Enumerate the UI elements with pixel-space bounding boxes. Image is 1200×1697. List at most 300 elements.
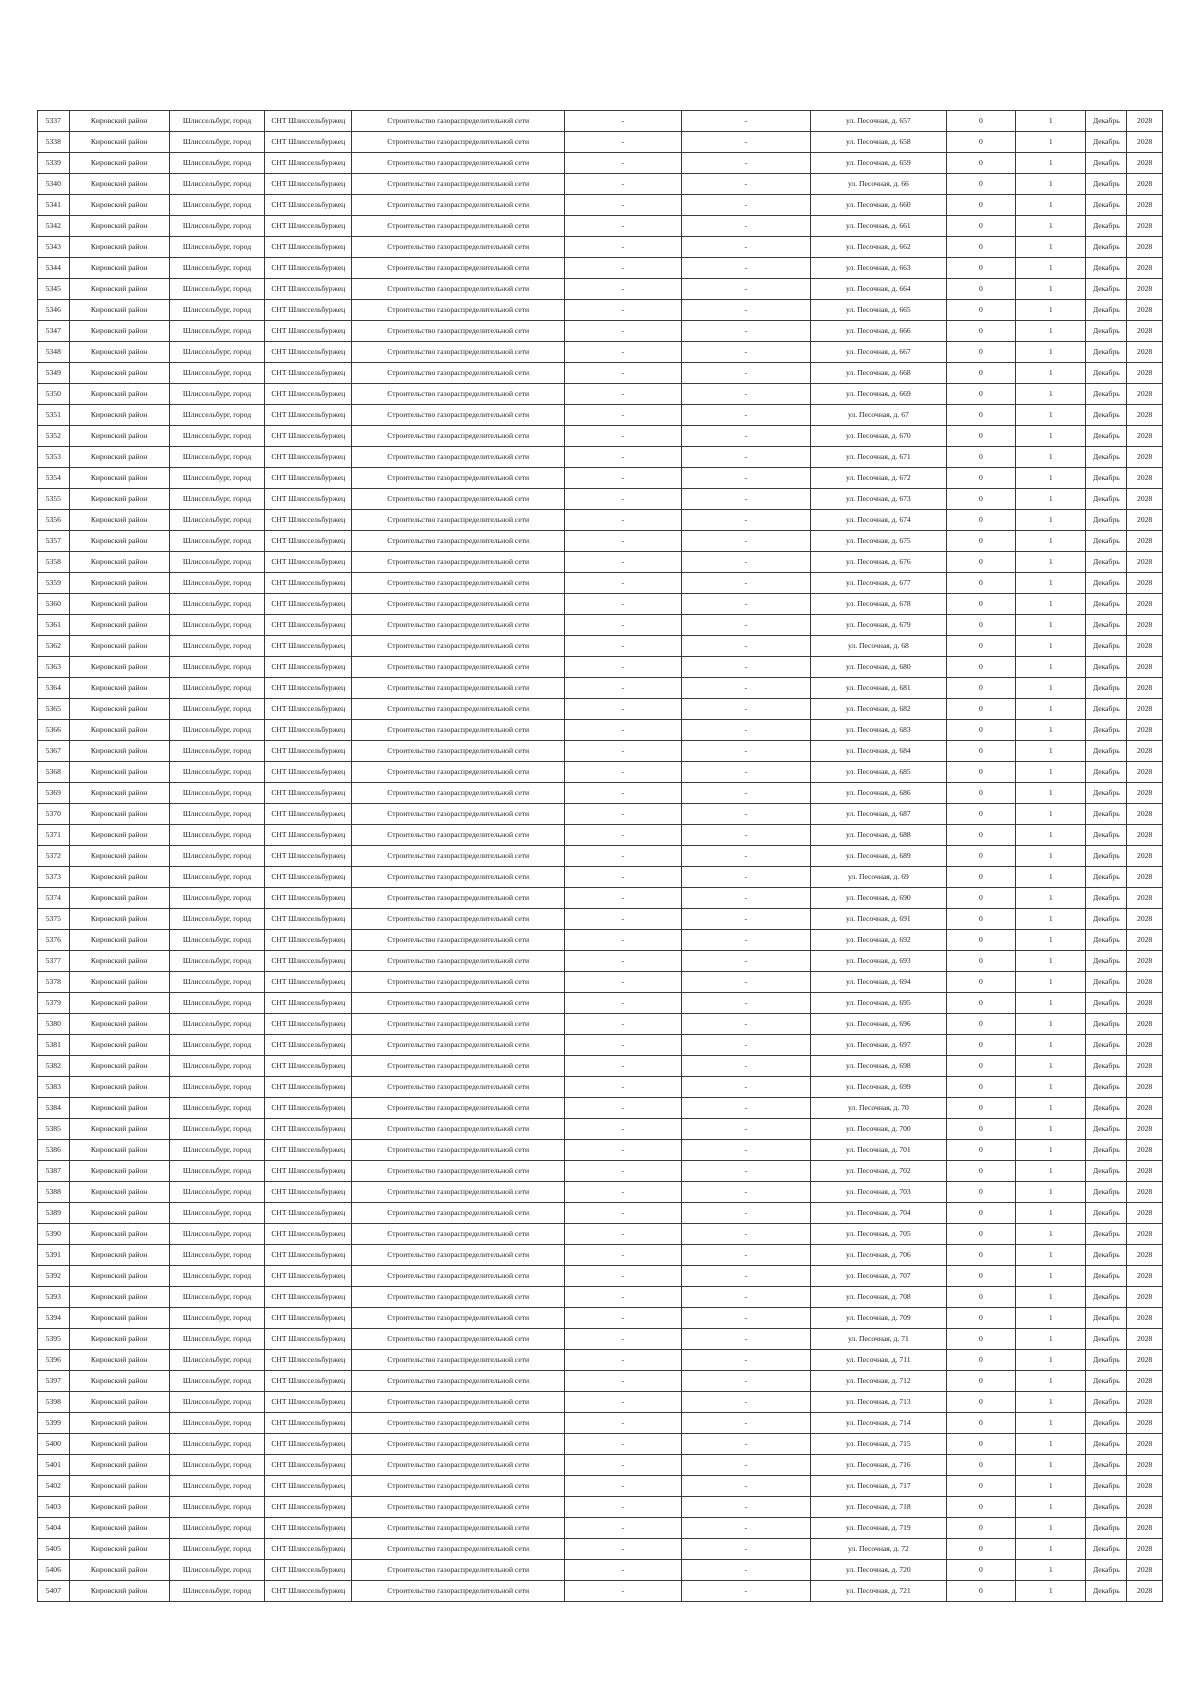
district-cell: Кировский район xyxy=(69,384,169,405)
zero-cell: 0 xyxy=(946,1014,1015,1035)
empty-cell-1: - xyxy=(565,1056,681,1077)
year-cell: 2028 xyxy=(1127,174,1163,195)
one-cell: 1 xyxy=(1016,1077,1086,1098)
year-cell: 2028 xyxy=(1127,1245,1163,1266)
month-cell: Декабрь xyxy=(1086,300,1127,321)
settlement-cell: Шлиссельбург, город xyxy=(169,1350,265,1371)
zero-cell: 0 xyxy=(946,1035,1015,1056)
one-cell: 1 xyxy=(1016,1518,1086,1539)
row-number: 5339 xyxy=(38,153,70,174)
organization-cell: СНТ Шлиссельбуржец xyxy=(265,1266,352,1287)
zero-cell: 0 xyxy=(946,573,1015,594)
empty-cell-1: - xyxy=(565,951,681,972)
one-cell: 1 xyxy=(1016,552,1086,573)
organization-cell: СНТ Шлиссельбуржец xyxy=(265,195,352,216)
empty-cell-2: - xyxy=(681,888,811,909)
empty-cell-2: - xyxy=(681,594,811,615)
settlement-cell: Шлиссельбург, город xyxy=(169,699,265,720)
work-type-cell: Строительство газораспределительной сети xyxy=(352,1245,565,1266)
month-cell: Декабрь xyxy=(1086,1056,1127,1077)
month-cell: Декабрь xyxy=(1086,174,1127,195)
organization-cell: СНТ Шлиссельбуржец xyxy=(265,846,352,867)
one-cell: 1 xyxy=(1016,468,1086,489)
settlement-cell: Шлиссельбург, город xyxy=(169,741,265,762)
row-number: 5356 xyxy=(38,510,70,531)
zero-cell: 0 xyxy=(946,867,1015,888)
empty-cell-2: - xyxy=(681,636,811,657)
one-cell: 1 xyxy=(1016,846,1086,867)
settlement-cell: Шлиссельбург, город xyxy=(169,573,265,594)
empty-cell-1: - xyxy=(565,1182,681,1203)
empty-cell-1: - xyxy=(565,1518,681,1539)
year-cell: 2028 xyxy=(1127,1035,1163,1056)
row-number: 5360 xyxy=(38,594,70,615)
row-number: 5362 xyxy=(38,636,70,657)
address-cell: ул. Песочная, д. 72 xyxy=(811,1539,947,1560)
empty-cell-1: - xyxy=(565,1224,681,1245)
month-cell: Декабрь xyxy=(1086,132,1127,153)
row-number: 5397 xyxy=(38,1371,70,1392)
table-row xyxy=(38,1392,1163,1413)
zero-cell: 0 xyxy=(946,909,1015,930)
row-number: 5380 xyxy=(38,1014,70,1035)
empty-cell-1: - xyxy=(565,258,681,279)
zero-cell: 0 xyxy=(946,783,1015,804)
table-row xyxy=(38,1308,1163,1329)
district-cell: Кировский район xyxy=(69,1287,169,1308)
year-cell: 2028 xyxy=(1127,1161,1163,1182)
empty-cell-2: - xyxy=(681,1308,811,1329)
settlement-cell: Шлиссельбург, город xyxy=(169,132,265,153)
table-row xyxy=(38,279,1163,300)
row-number: 5342 xyxy=(38,216,70,237)
one-cell: 1 xyxy=(1016,1182,1086,1203)
empty-cell-2: - xyxy=(681,741,811,762)
zero-cell: 0 xyxy=(946,804,1015,825)
year-cell: 2028 xyxy=(1127,1560,1163,1581)
empty-cell-1: - xyxy=(565,1266,681,1287)
zero-cell: 0 xyxy=(946,1287,1015,1308)
organization-cell: СНТ Шлиссельбуржец xyxy=(265,804,352,825)
row-number: 5363 xyxy=(38,657,70,678)
month-cell: Декабрь xyxy=(1086,1560,1127,1581)
zero-cell: 0 xyxy=(946,300,1015,321)
address-cell: ул. Песочная, д. 672 xyxy=(811,468,947,489)
empty-cell-1: - xyxy=(565,1035,681,1056)
table-row xyxy=(38,783,1163,804)
empty-cell-2: - xyxy=(681,237,811,258)
district-cell: Кировский район xyxy=(69,489,169,510)
address-cell: ул. Песочная, д. 661 xyxy=(811,216,947,237)
one-cell: 1 xyxy=(1016,573,1086,594)
table-row xyxy=(38,993,1163,1014)
year-cell: 2028 xyxy=(1127,1434,1163,1455)
row-number: 5370 xyxy=(38,804,70,825)
table-row xyxy=(38,573,1163,594)
row-number: 5382 xyxy=(38,1056,70,1077)
table-row xyxy=(38,111,1163,132)
table-row xyxy=(38,1182,1163,1203)
settlement-cell: Шлиссельбург, город xyxy=(169,1035,265,1056)
address-cell: ул. Песочная, д. 673 xyxy=(811,489,947,510)
table-row xyxy=(38,300,1163,321)
empty-cell-2: - xyxy=(681,1560,811,1581)
organization-cell: СНТ Шлиссельбуржец xyxy=(265,510,352,531)
zero-cell: 0 xyxy=(946,951,1015,972)
year-cell: 2028 xyxy=(1127,132,1163,153)
one-cell: 1 xyxy=(1016,510,1086,531)
empty-cell-2: - xyxy=(681,258,811,279)
organization-cell: СНТ Шлиссельбуржец xyxy=(265,909,352,930)
settlement-cell: Шлиссельбург, город xyxy=(169,111,265,132)
district-cell: Кировский район xyxy=(69,1077,169,1098)
row-number: 5347 xyxy=(38,321,70,342)
empty-cell-1: - xyxy=(565,1434,681,1455)
work-type-cell: Строительство газораспределительной сети xyxy=(352,510,565,531)
one-cell: 1 xyxy=(1016,1329,1086,1350)
work-type-cell: Строительство газораспределительной сети xyxy=(352,867,565,888)
organization-cell: СНТ Шлиссельбуржец xyxy=(265,1140,352,1161)
year-cell: 2028 xyxy=(1127,321,1163,342)
empty-cell-1: - xyxy=(565,1161,681,1182)
zero-cell: 0 xyxy=(946,174,1015,195)
organization-cell: СНТ Шлиссельбуржец xyxy=(265,1056,352,1077)
year-cell: 2028 xyxy=(1127,615,1163,636)
row-number: 5337 xyxy=(38,111,70,132)
empty-cell-2: - xyxy=(681,867,811,888)
settlement-cell: Шлиссельбург, город xyxy=(169,1077,265,1098)
settlement-cell: Шлиссельбург, город xyxy=(169,972,265,993)
one-cell: 1 xyxy=(1016,741,1086,762)
empty-cell-2: - xyxy=(681,1371,811,1392)
empty-cell-2: - xyxy=(681,1119,811,1140)
address-cell: ул. Песочная, д. 674 xyxy=(811,510,947,531)
address-cell: ул. Песочная, д. 714 xyxy=(811,1413,947,1434)
address-cell: ул. Песочная, д. 663 xyxy=(811,258,947,279)
work-type-cell: Строительство газораспределительной сети xyxy=(352,1371,565,1392)
empty-cell-1: - xyxy=(565,153,681,174)
row-number: 5359 xyxy=(38,573,70,594)
month-cell: Декабрь xyxy=(1086,1581,1127,1602)
work-type-cell: Строительство газораспределительной сети xyxy=(352,1077,565,1098)
row-number: 5341 xyxy=(38,195,70,216)
empty-cell-1: - xyxy=(565,615,681,636)
district-cell: Кировский район xyxy=(69,1161,169,1182)
month-cell: Декабрь xyxy=(1086,489,1127,510)
address-cell: ул. Песочная, д. 667 xyxy=(811,342,947,363)
district-cell: Кировский район xyxy=(69,762,169,783)
organization-cell: СНТ Шлиссельбуржец xyxy=(265,573,352,594)
settlement-cell: Шлиссельбург, город xyxy=(169,930,265,951)
district-cell: Кировский район xyxy=(69,657,169,678)
settlement-cell: Шлиссельбург, город xyxy=(169,1266,265,1287)
district-cell: Кировский район xyxy=(69,678,169,699)
month-cell: Декабрь xyxy=(1086,1014,1127,1035)
zero-cell: 0 xyxy=(946,531,1015,552)
address-cell: ул. Песочная, д. 685 xyxy=(811,762,947,783)
row-number: 5398 xyxy=(38,1392,70,1413)
organization-cell: СНТ Шлиссельбуржец xyxy=(265,1245,352,1266)
zero-cell: 0 xyxy=(946,1077,1015,1098)
address-cell: ул. Песочная, д. 690 xyxy=(811,888,947,909)
address-cell: ул. Песочная, д. 678 xyxy=(811,594,947,615)
work-type-cell: Строительство газораспределительной сети xyxy=(352,405,565,426)
year-cell: 2028 xyxy=(1127,1266,1163,1287)
row-number: 5371 xyxy=(38,825,70,846)
table-row xyxy=(38,1434,1163,1455)
row-number: 5390 xyxy=(38,1224,70,1245)
row-number: 5372 xyxy=(38,846,70,867)
empty-cell-2: - xyxy=(681,153,811,174)
district-cell: Кировский район xyxy=(69,888,169,909)
month-cell: Декабрь xyxy=(1086,909,1127,930)
table-row xyxy=(38,930,1163,951)
month-cell: Декабрь xyxy=(1086,825,1127,846)
district-cell: Кировский район xyxy=(69,909,169,930)
organization-cell: СНТ Шлиссельбуржец xyxy=(265,321,352,342)
row-number: 5402 xyxy=(38,1476,70,1497)
month-cell: Декабрь xyxy=(1086,1350,1127,1371)
work-type-cell: Строительство газораспределительной сети xyxy=(352,216,565,237)
empty-cell-1: - xyxy=(565,1077,681,1098)
table-row xyxy=(38,1518,1163,1539)
organization-cell: СНТ Шлиссельбуржец xyxy=(265,1371,352,1392)
zero-cell: 0 xyxy=(946,510,1015,531)
empty-cell-2: - xyxy=(681,1077,811,1098)
month-cell: Декабрь xyxy=(1086,258,1127,279)
month-cell: Декабрь xyxy=(1086,636,1127,657)
empty-cell-2: - xyxy=(681,573,811,594)
one-cell: 1 xyxy=(1016,825,1086,846)
work-type-cell: Строительство газораспределительной сети xyxy=(352,594,565,615)
month-cell: Декабрь xyxy=(1086,321,1127,342)
work-type-cell: Строительство газораспределительной сети xyxy=(352,279,565,300)
work-type-cell: Строительство газораспределительной сети xyxy=(352,489,565,510)
empty-cell-1: - xyxy=(565,993,681,1014)
row-number: 5367 xyxy=(38,741,70,762)
organization-cell: СНТ Шлиссельбуржец xyxy=(265,300,352,321)
district-cell: Кировский район xyxy=(69,636,169,657)
zero-cell: 0 xyxy=(946,384,1015,405)
month-cell: Декабрь xyxy=(1086,153,1127,174)
zero-cell: 0 xyxy=(946,468,1015,489)
year-cell: 2028 xyxy=(1127,1014,1163,1035)
row-number: 5368 xyxy=(38,762,70,783)
table-row xyxy=(38,510,1163,531)
row-number: 5355 xyxy=(38,489,70,510)
district-cell: Кировский район xyxy=(69,804,169,825)
month-cell: Декабрь xyxy=(1086,552,1127,573)
month-cell: Декабрь xyxy=(1086,1266,1127,1287)
table-row xyxy=(38,552,1163,573)
organization-cell: СНТ Шлиссельбуржец xyxy=(265,972,352,993)
organization-cell: СНТ Шлиссельбуржец xyxy=(265,447,352,468)
zero-cell: 0 xyxy=(946,1098,1015,1119)
zero-cell: 0 xyxy=(946,405,1015,426)
work-type-cell: Строительство газораспределительной сети xyxy=(352,1539,565,1560)
empty-cell-2: - xyxy=(681,720,811,741)
empty-cell-1: - xyxy=(565,888,681,909)
settlement-cell: Шлиссельбург, город xyxy=(169,1455,265,1476)
work-type-cell: Строительство газораспределительной сети xyxy=(352,804,565,825)
empty-cell-2: - xyxy=(681,1014,811,1035)
empty-cell-1: - xyxy=(565,678,681,699)
table-row xyxy=(38,1476,1163,1497)
empty-cell-1: - xyxy=(565,468,681,489)
district-cell: Кировский район xyxy=(69,132,169,153)
organization-cell: СНТ Шлиссельбуржец xyxy=(265,1497,352,1518)
address-cell: ул. Песочная, д. 69 xyxy=(811,867,947,888)
settlement-cell: Шлиссельбург, город xyxy=(169,909,265,930)
organization-cell: СНТ Шлиссельбуржец xyxy=(265,741,352,762)
year-cell: 2028 xyxy=(1127,636,1163,657)
organization-cell: СНТ Шлиссельбуржец xyxy=(265,1329,352,1350)
empty-cell-2: - xyxy=(681,825,811,846)
empty-cell-2: - xyxy=(681,1203,811,1224)
row-number: 5391 xyxy=(38,1245,70,1266)
empty-cell-2: - xyxy=(681,531,811,552)
settlement-cell: Шлиссельбург, город xyxy=(169,1392,265,1413)
district-cell: Кировский район xyxy=(69,1455,169,1476)
settlement-cell: Шлиссельбург, город xyxy=(169,279,265,300)
work-type-cell: Строительство газораспределительной сети xyxy=(352,1035,565,1056)
empty-cell-1: - xyxy=(565,384,681,405)
work-type-cell: Строительство газораспределительной сети xyxy=(352,531,565,552)
settlement-cell: Шлиссельбург, город xyxy=(169,951,265,972)
organization-cell: СНТ Шлиссельбуржец xyxy=(265,825,352,846)
row-number: 5361 xyxy=(38,615,70,636)
table-row xyxy=(38,363,1163,384)
organization-cell: СНТ Шлиссельбуржец xyxy=(265,258,352,279)
address-cell: ул. Песочная, д. 666 xyxy=(811,321,947,342)
district-cell: Кировский район xyxy=(69,1140,169,1161)
row-number: 5344 xyxy=(38,258,70,279)
month-cell: Декабрь xyxy=(1086,1476,1127,1497)
organization-cell: СНТ Шлиссельбуржец xyxy=(265,279,352,300)
address-cell: ул. Песочная, д. 686 xyxy=(811,783,947,804)
month-cell: Декабрь xyxy=(1086,363,1127,384)
empty-cell-2: - xyxy=(681,951,811,972)
address-cell: ул. Песочная, д. 66 xyxy=(811,174,947,195)
empty-cell-1: - xyxy=(565,1392,681,1413)
month-cell: Декабрь xyxy=(1086,1455,1127,1476)
empty-cell-2: - xyxy=(681,762,811,783)
zero-cell: 0 xyxy=(946,594,1015,615)
year-cell: 2028 xyxy=(1127,762,1163,783)
settlement-cell: Шлиссельбург, город xyxy=(169,615,265,636)
organization-cell: СНТ Шлиссельбуржец xyxy=(265,951,352,972)
empty-cell-2: - xyxy=(681,489,811,510)
year-cell: 2028 xyxy=(1127,1329,1163,1350)
one-cell: 1 xyxy=(1016,993,1086,1014)
year-cell: 2028 xyxy=(1127,846,1163,867)
work-type-cell: Строительство газораспределительной сети xyxy=(352,1119,565,1140)
address-cell: ул. Песочная, д. 657 xyxy=(811,111,947,132)
empty-cell-2: - xyxy=(681,1392,811,1413)
work-type-cell: Строительство газораспределительной сети xyxy=(352,111,565,132)
year-cell: 2028 xyxy=(1127,804,1163,825)
empty-cell-2: - xyxy=(681,1455,811,1476)
address-cell: ул. Песочная, д. 668 xyxy=(811,363,947,384)
month-cell: Декабрь xyxy=(1086,1308,1127,1329)
empty-cell-1: - xyxy=(565,237,681,258)
district-cell: Кировский район xyxy=(69,930,169,951)
work-type-cell: Строительство газораспределительной сети xyxy=(352,552,565,573)
one-cell: 1 xyxy=(1016,951,1086,972)
zero-cell: 0 xyxy=(946,846,1015,867)
row-number: 5406 xyxy=(38,1560,70,1581)
year-cell: 2028 xyxy=(1127,573,1163,594)
work-type-cell: Строительство газораспределительной сети xyxy=(352,720,565,741)
zero-cell: 0 xyxy=(946,678,1015,699)
empty-cell-1: - xyxy=(565,594,681,615)
address-cell: ул. Песочная, д. 720 xyxy=(811,1560,947,1581)
address-cell: ул. Песочная, д. 671 xyxy=(811,447,947,468)
month-cell: Декабрь xyxy=(1086,699,1127,720)
table-row xyxy=(38,1581,1163,1602)
settlement-cell: Шлиссельбург, город xyxy=(169,846,265,867)
row-number: 5378 xyxy=(38,972,70,993)
empty-cell-2: - xyxy=(681,804,811,825)
district-cell: Кировский район xyxy=(69,720,169,741)
address-cell: ул. Песочная, д. 699 xyxy=(811,1077,947,1098)
organization-cell: СНТ Шлиссельбуржец xyxy=(265,1581,352,1602)
month-cell: Декабрь xyxy=(1086,384,1127,405)
zero-cell: 0 xyxy=(946,321,1015,342)
table-row xyxy=(38,1119,1163,1140)
settlement-cell: Шлиссельбург, город xyxy=(169,510,265,531)
one-cell: 1 xyxy=(1016,1539,1086,1560)
table-row xyxy=(38,1350,1163,1371)
address-cell: ул. Песочная, д. 658 xyxy=(811,132,947,153)
month-cell: Декабрь xyxy=(1086,573,1127,594)
year-cell: 2028 xyxy=(1127,720,1163,741)
empty-cell-1: - xyxy=(565,510,681,531)
work-type-cell: Строительство газораспределительной сети xyxy=(352,1350,565,1371)
zero-cell: 0 xyxy=(946,657,1015,678)
one-cell: 1 xyxy=(1016,615,1086,636)
empty-cell-1: - xyxy=(565,363,681,384)
month-cell: Декабрь xyxy=(1086,741,1127,762)
organization-cell: СНТ Шлиссельбуржец xyxy=(265,1119,352,1140)
empty-cell-2: - xyxy=(681,930,811,951)
one-cell: 1 xyxy=(1016,489,1086,510)
month-cell: Декабрь xyxy=(1086,195,1127,216)
one-cell: 1 xyxy=(1016,1245,1086,1266)
empty-cell-2: - xyxy=(681,1224,811,1245)
district-cell: Кировский район xyxy=(69,972,169,993)
one-cell: 1 xyxy=(1016,1035,1086,1056)
one-cell: 1 xyxy=(1016,300,1086,321)
one-cell: 1 xyxy=(1016,531,1086,552)
month-cell: Декабрь xyxy=(1086,1497,1127,1518)
district-cell: Кировский район xyxy=(69,825,169,846)
table-row xyxy=(38,1266,1163,1287)
row-number: 5405 xyxy=(38,1539,70,1560)
address-cell: ул. Песочная, д. 680 xyxy=(811,657,947,678)
year-cell: 2028 xyxy=(1127,384,1163,405)
zero-cell: 0 xyxy=(946,1224,1015,1245)
organization-cell: СНТ Шлиссельбуржец xyxy=(265,1392,352,1413)
empty-cell-1: - xyxy=(565,279,681,300)
work-type-cell: Строительство газораспределительной сети xyxy=(352,699,565,720)
empty-cell-1: - xyxy=(565,489,681,510)
address-cell: ул. Песочная, д. 701 xyxy=(811,1140,947,1161)
month-cell: Декабрь xyxy=(1086,1077,1127,1098)
year-cell: 2028 xyxy=(1127,993,1163,1014)
empty-cell-2: - xyxy=(681,363,811,384)
empty-cell-1: - xyxy=(565,1329,681,1350)
